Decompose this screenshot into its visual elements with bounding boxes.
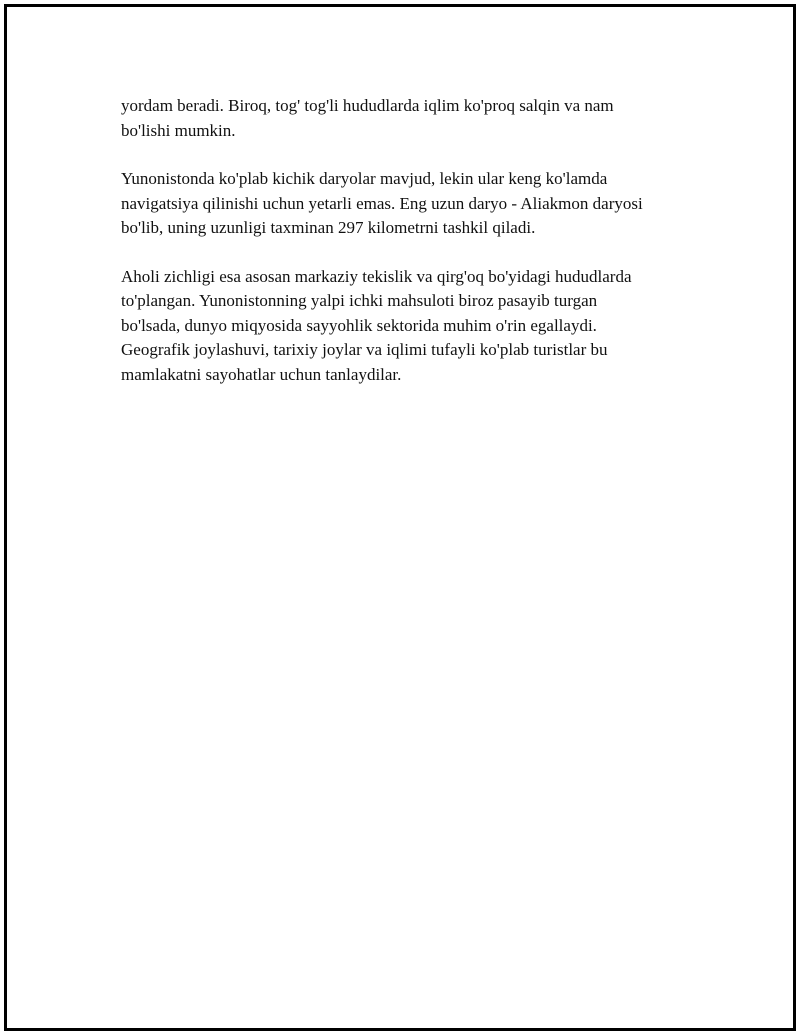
paragraph-climate: [121, 94, 701, 143]
text-line: yordam beradi. Biroq, tog' tog'li hududlarda iqlim ko'proq salqin va nam: [121, 96, 614, 115]
document-body: [121, 94, 701, 411]
document-page: [4, 4, 796, 1031]
text-line: bo'lib, uning uzunligi taxminan 297 kilometrni tashkil qiladi.: [121, 218, 536, 237]
paragraph-rivers: [121, 167, 701, 241]
text-line: bo'lsada, dunyo miqyosida sayyohlik sektorida muhim o'rin egallaydi.: [121, 315, 597, 335]
text-line: bo'lishi mumkin.: [121, 120, 236, 140]
text-line: Aholi zichligi esa asosan markaziy tekislik va qirg'oq bo'yidagi hududlarda: [121, 266, 632, 286]
text-line: to'plangan. Yunonistonning yalpi ichki mahsuloti biroz pasayib turgan: [121, 291, 598, 310]
text-line: Yunonistonda ko'plab kichik daryolar mavjud, lekin ular keng ko'lamda: [121, 169, 608, 188]
text-line: navigatsiya qilinishi uchun yetarli emas. Eng uzun daryo - Aliakmon daryosi: [121, 193, 643, 213]
text-line: Geografik joylashuvi, tarixiy joylar va iqlimi tufayli ko'plab turistlar bu: [121, 340, 608, 359]
paragraph-population: [121, 265, 701, 388]
text-line: mamlakatni sayohatlar uchun tanlaydilar.: [121, 364, 402, 384]
